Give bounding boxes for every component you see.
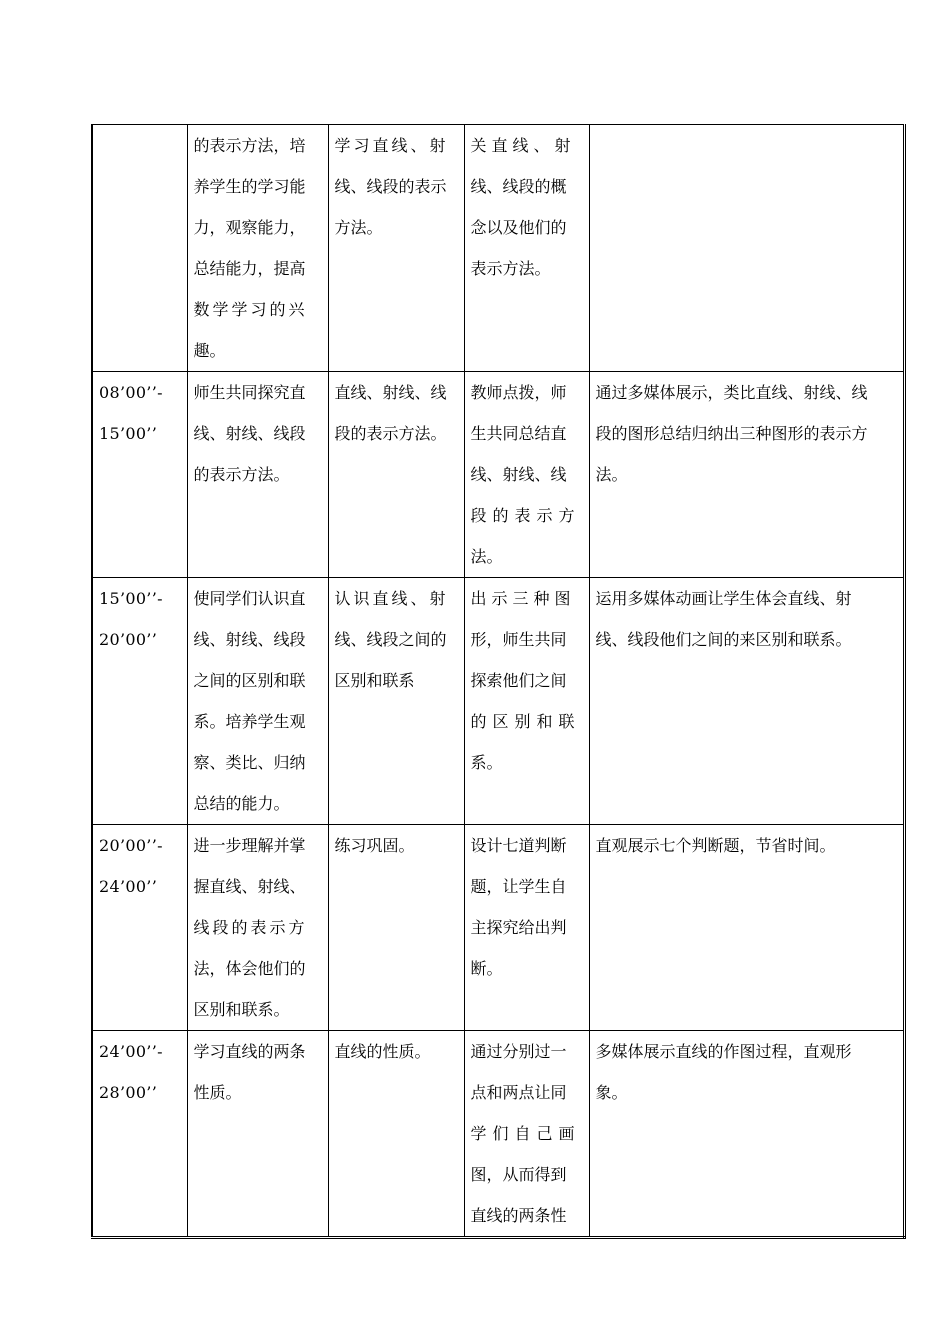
cell-text-line: 总结能力，提高 xyxy=(193,259,306,278)
cell-text-line: 教师点拨，师 xyxy=(470,383,567,402)
cell-text-line: 线、射线、线段 xyxy=(193,630,306,649)
lesson-plan-table xyxy=(91,124,906,1239)
activity-cell xyxy=(464,578,589,825)
cell-text-line: 区别和联系 xyxy=(334,671,415,690)
media-cell xyxy=(589,825,904,1031)
cell-text-line: 关直线、射 xyxy=(470,136,576,155)
cell-text-line: 数学学习的兴 xyxy=(193,300,308,319)
cell-text-line: 直线的两条性 xyxy=(470,1206,567,1225)
cell-text-line: 系。培养学生观 xyxy=(193,712,306,731)
cell-text-line: 法，体会他们的 xyxy=(193,959,306,978)
cell-text-line: 线段的表示方 xyxy=(193,918,308,937)
cell-text-line: 通过多媒体展示，类比直线、射线、线 xyxy=(595,383,868,402)
cell-text-line: 段的图形总结归纳出三种图形的表示方 xyxy=(595,424,868,443)
cell-text-line: 的区别和联 xyxy=(470,712,581,731)
cell-text-line: 握直线、射线、 xyxy=(193,877,306,896)
content-cell xyxy=(328,372,464,578)
cell-text-line: 线、射线、线段 xyxy=(193,424,306,443)
cell-text-line: 主探究给出判 xyxy=(470,918,567,937)
cell-text-line: 使同学们认识直 xyxy=(193,589,306,608)
cell-text-line: 的表示方法，培 xyxy=(193,136,306,155)
cell-text-line: 出示三种图 xyxy=(470,589,576,608)
cell-text-line: 象。 xyxy=(595,1083,628,1102)
cell-text-line: 表示方法。 xyxy=(470,259,551,278)
content-cell xyxy=(328,578,464,825)
cell-text-line: 法。 xyxy=(595,465,628,484)
cell-text-line: 察、类比、归纳 xyxy=(193,753,306,772)
cell-text-line: 20’00’’ xyxy=(99,630,158,649)
cell-text-line: 线、线段之间的 xyxy=(334,630,447,649)
goal-cell xyxy=(187,578,328,825)
cell-text-line: 趣。 xyxy=(193,341,226,360)
media-cell xyxy=(589,1031,904,1238)
time-cell xyxy=(92,1031,187,1238)
table-row xyxy=(92,125,904,372)
cell-text-line: 生共同总结直 xyxy=(470,424,567,443)
cell-text-line: 师生共同探究直 xyxy=(193,383,306,402)
media-cell xyxy=(589,578,904,825)
cell-text-line: 区别和联系。 xyxy=(193,1000,290,1019)
cell-text-line: 学习直线的两条 xyxy=(193,1042,306,1061)
media-cell xyxy=(589,372,904,578)
cell-text-line: 练习巩固。 xyxy=(334,836,415,855)
goal-cell xyxy=(187,825,328,1031)
cell-text-line: 形，师生共同 xyxy=(470,630,567,649)
cell-text-line: 方法。 xyxy=(334,218,383,237)
cell-text-line: 之间的区别和联 xyxy=(193,671,306,690)
time-cell xyxy=(92,125,187,372)
cell-text-line: 多媒体展示直线的作图过程，直观形 xyxy=(595,1042,852,1061)
cell-text-line xyxy=(99,166,181,207)
cell-text-line: 直线、射线、线 xyxy=(334,383,447,402)
cell-text-line: 20’00’’- xyxy=(99,836,163,855)
cell-text-line: 探索他们之间 xyxy=(470,671,567,690)
cell-text-line: 线、线段他们之间的来区别和联系。 xyxy=(595,630,852,649)
cell-text-line: 法。 xyxy=(470,547,503,566)
cell-text-line: 图，从而得到 xyxy=(470,1165,567,1184)
table-row xyxy=(92,372,904,578)
cell-text-line: 通过分别过一 xyxy=(470,1042,567,1061)
cell-text-line: 的表示方法。 xyxy=(193,465,290,484)
cell-text-line: 24’00’’- xyxy=(99,1042,163,1061)
cell-text-line: 系。 xyxy=(470,753,503,772)
cell-text-line: 08’00’’- xyxy=(99,383,163,402)
content-cell xyxy=(328,825,464,1031)
cell-text-line: 学们自己画 xyxy=(470,1124,581,1143)
time-cell xyxy=(92,825,187,1031)
cell-text-line: 段的表示方 xyxy=(470,506,581,525)
cell-text-line: 24’00’’ xyxy=(99,877,158,896)
cell-text-line: 运用多媒体动画让学生体会直线、射 xyxy=(595,589,852,608)
cell-text-line: 线、射线、线 xyxy=(470,465,567,484)
cell-text-line xyxy=(99,125,181,166)
activity-cell xyxy=(464,1031,589,1238)
content-cell xyxy=(328,1031,464,1238)
cell-text-line: 断。 xyxy=(470,959,503,978)
cell-text-line: 线、线段的概 xyxy=(470,177,567,196)
cell-text-line: 养学生的学习能 xyxy=(193,177,306,196)
goal-cell xyxy=(187,125,328,372)
cell-text-line: 学习直线、射 xyxy=(334,136,449,155)
activity-cell xyxy=(464,125,589,372)
goal-cell xyxy=(187,1031,328,1238)
time-cell xyxy=(92,372,187,578)
cell-text-line: 直线的性质。 xyxy=(334,1042,431,1061)
activity-cell xyxy=(464,825,589,1031)
table-row xyxy=(92,825,904,1031)
cell-text-line: 念以及他们的 xyxy=(470,218,567,237)
activity-cell xyxy=(464,372,589,578)
cell-text-line: 线、线段的表示 xyxy=(334,177,447,196)
time-cell xyxy=(92,578,187,825)
cell-text-line: 进一步理解并掌 xyxy=(193,836,306,855)
cell-text-line: 题，让学生自 xyxy=(470,877,567,896)
table-row xyxy=(92,578,904,825)
media-cell xyxy=(589,125,904,372)
content-cell xyxy=(328,125,464,372)
cell-text-line: 15’00’’- xyxy=(99,589,163,608)
cell-text-line: 段的表示方法。 xyxy=(334,424,447,443)
cell-text-line: 点和两点让同 xyxy=(470,1083,567,1102)
table-row xyxy=(92,1031,904,1238)
goal-cell xyxy=(187,372,328,578)
cell-text-line: 28’00’’ xyxy=(99,1083,158,1102)
cell-text-line: 总结的能力。 xyxy=(193,794,290,813)
cell-text-line: 直观展示七个判断题，节省时间。 xyxy=(595,836,836,855)
cell-text-line: 性质。 xyxy=(193,1083,242,1102)
cell-text-line: 力，观察能力， xyxy=(193,218,306,237)
cell-text-line: 设计七道判断 xyxy=(470,836,567,855)
cell-text-line: 15’00’’ xyxy=(99,424,158,443)
cell-text-line: 认识直线、射 xyxy=(334,589,449,608)
